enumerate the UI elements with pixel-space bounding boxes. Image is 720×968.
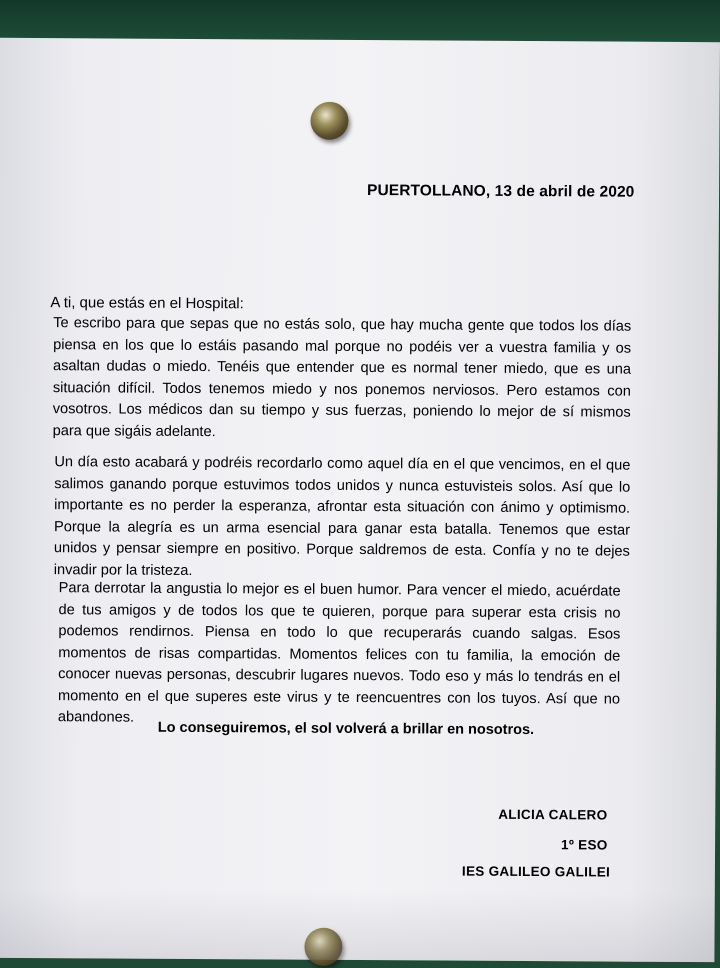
paragraph-3: Para derrotar la angustia lo mejor es el buen humor. Para vencer el miedo, acuérdate de tus amigos y de todos los que te quieren, porque para superar esta crisis no podemos rendirnos. Piensa en todo lo que recuperarás cuando salgas. Esos momentos de risas compartidas. Momentos felices con tu familia, la emoción de conocer nuevas personas, descubrir lugares nuevos. Todo eso y más lo tendrás en el momento en el que superes este virus y te reencuentres con los tuyos. Así que no abandones.: [57, 580, 621, 726]
signature-course: 1º ESO: [561, 837, 608, 853]
greeting: A ti, que estás en el Hospital:: [50, 294, 244, 313]
letter-paper: [0, 38, 720, 962]
paragraph-2: Un día esto acabará y podréis recordarlo como aquel día en el que vencimos, en el que salimos ganando porque estuvimos todos unidos y nunca estuvisteis solos. Así que lo importante es no perder la esperanza, afrontar esta situación con ánimo y optimismo. Porque la alegría es un arma esencial para ganar esta batalla. Tenemos que estar unidos y pensar siempre en positivo. Porque saldremos de esta. Confía y no te dejes invadir por la tristeza.: [53, 454, 631, 579]
paragraph-1: Te escribo para que sepas que no estás solo, que hay mucha gente que todos los días piensa en los que lo estáis pasando mal porque no podéis ver a vuestra familia y os asaltan dudas o miedo. Tenéis que entender que es normal tener miedo, que es una situación difícil. Todos tenemos miedo y nos ponemos nerviosos. Pero estamos con vosotros. Los médicos dan su tiempo y sus fuerzas, poniendo lo mejor de sí mismos para que sigáis adelante.: [52, 315, 632, 440]
signature-name: ALICIA CALERO: [498, 806, 608, 823]
push-pin-icon: [304, 928, 342, 966]
push-pin-icon: [310, 102, 348, 140]
date-line: PUERTOLLANO, 13 de abril de 2020: [367, 182, 635, 201]
signature-school: IES GALILEO GALILEI: [461, 863, 611, 880]
closing-line: Lo conseguiremos, el sol volverá a brillar en nosotros.: [157, 719, 535, 739]
